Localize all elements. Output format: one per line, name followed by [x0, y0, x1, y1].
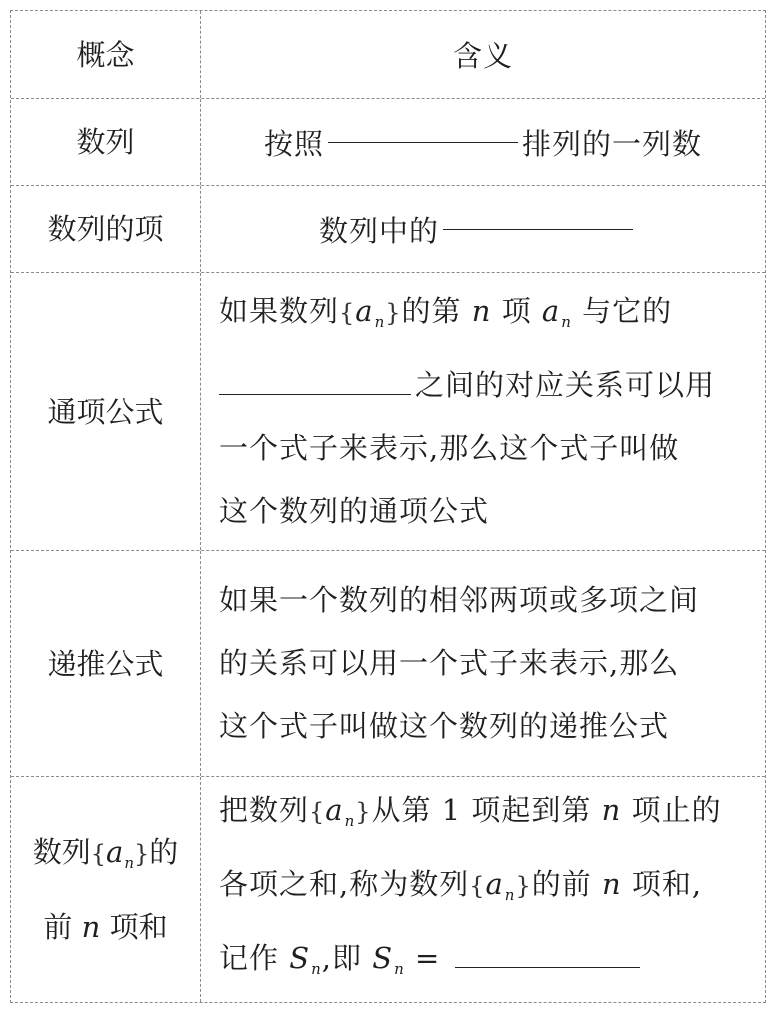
concept-line: 数列$\{a_n\}$的: [32, 835, 179, 872]
meaning-cell: [201, 777, 765, 1002]
meaning-cell: [201, 273, 765, 550]
meaning-line: 一个式子来表示,那么这个式子叫做: [219, 431, 680, 465]
concept-cell: [11, 777, 201, 1002]
concept-table: [10, 10, 766, 1003]
meaning-line: 如果数列$\{a_n\}$的第 n 项 $a_n$ 与它的: [219, 294, 673, 331]
meaning-text: 排列的一列数: [522, 126, 703, 161]
meaning-line: 之间的对应关系可以用: [219, 354, 715, 417]
meaning-paragraph: [219, 280, 715, 543]
meaning-paragraph: [219, 779, 722, 1001]
table-row: [11, 550, 765, 776]
answer-blank[interactable]: [328, 141, 518, 143]
concept-cell: 通项公式: [11, 273, 201, 550]
answer-blank[interactable]: [443, 228, 633, 230]
meaning-line: 的关系可以用一个式子来表示,那么: [219, 646, 680, 680]
meaning-line: 这个式子叫做这个数列的递推公式: [219, 709, 670, 743]
meaning-text: 数列中的: [319, 213, 440, 248]
table-row: [11, 98, 765, 185]
meaning-cell: [201, 99, 765, 185]
table-row: [11, 272, 765, 550]
answer-blank[interactable]: [219, 393, 411, 395]
meaning-cell: [201, 186, 765, 272]
concept-line: 前 n 项和: [43, 910, 168, 944]
meaning-line: 记作 $S_n$,即 $S_n$ =: [219, 927, 722, 1001]
table-row: [11, 776, 765, 1002]
concept-cell: 递推公式: [11, 551, 201, 776]
header-concept: 概念: [11, 11, 201, 98]
meaning-cell: [201, 551, 765, 776]
meaning-line: 各项之和,称为数列$\{a_n\}$的前 n 项和,: [219, 866, 703, 904]
meaning-line: 把数列$\{a_n\}$从第 1 项起到第 n 项止的: [219, 792, 722, 830]
concept-cell: 数列的项: [11, 186, 201, 272]
concept-cell: 数列: [11, 99, 201, 185]
meaning-line: 如果一个数列的相邻两项或多项之间: [219, 583, 700, 617]
header-meaning: 含义: [452, 39, 513, 73]
meaning-paragraph: [219, 569, 699, 758]
meaning-line: 这个数列的通项公式: [219, 494, 490, 528]
answer-blank[interactable]: [455, 966, 640, 968]
table-header-row: [11, 11, 765, 98]
table-row: [11, 185, 765, 272]
meaning-text: 按照: [263, 126, 324, 161]
